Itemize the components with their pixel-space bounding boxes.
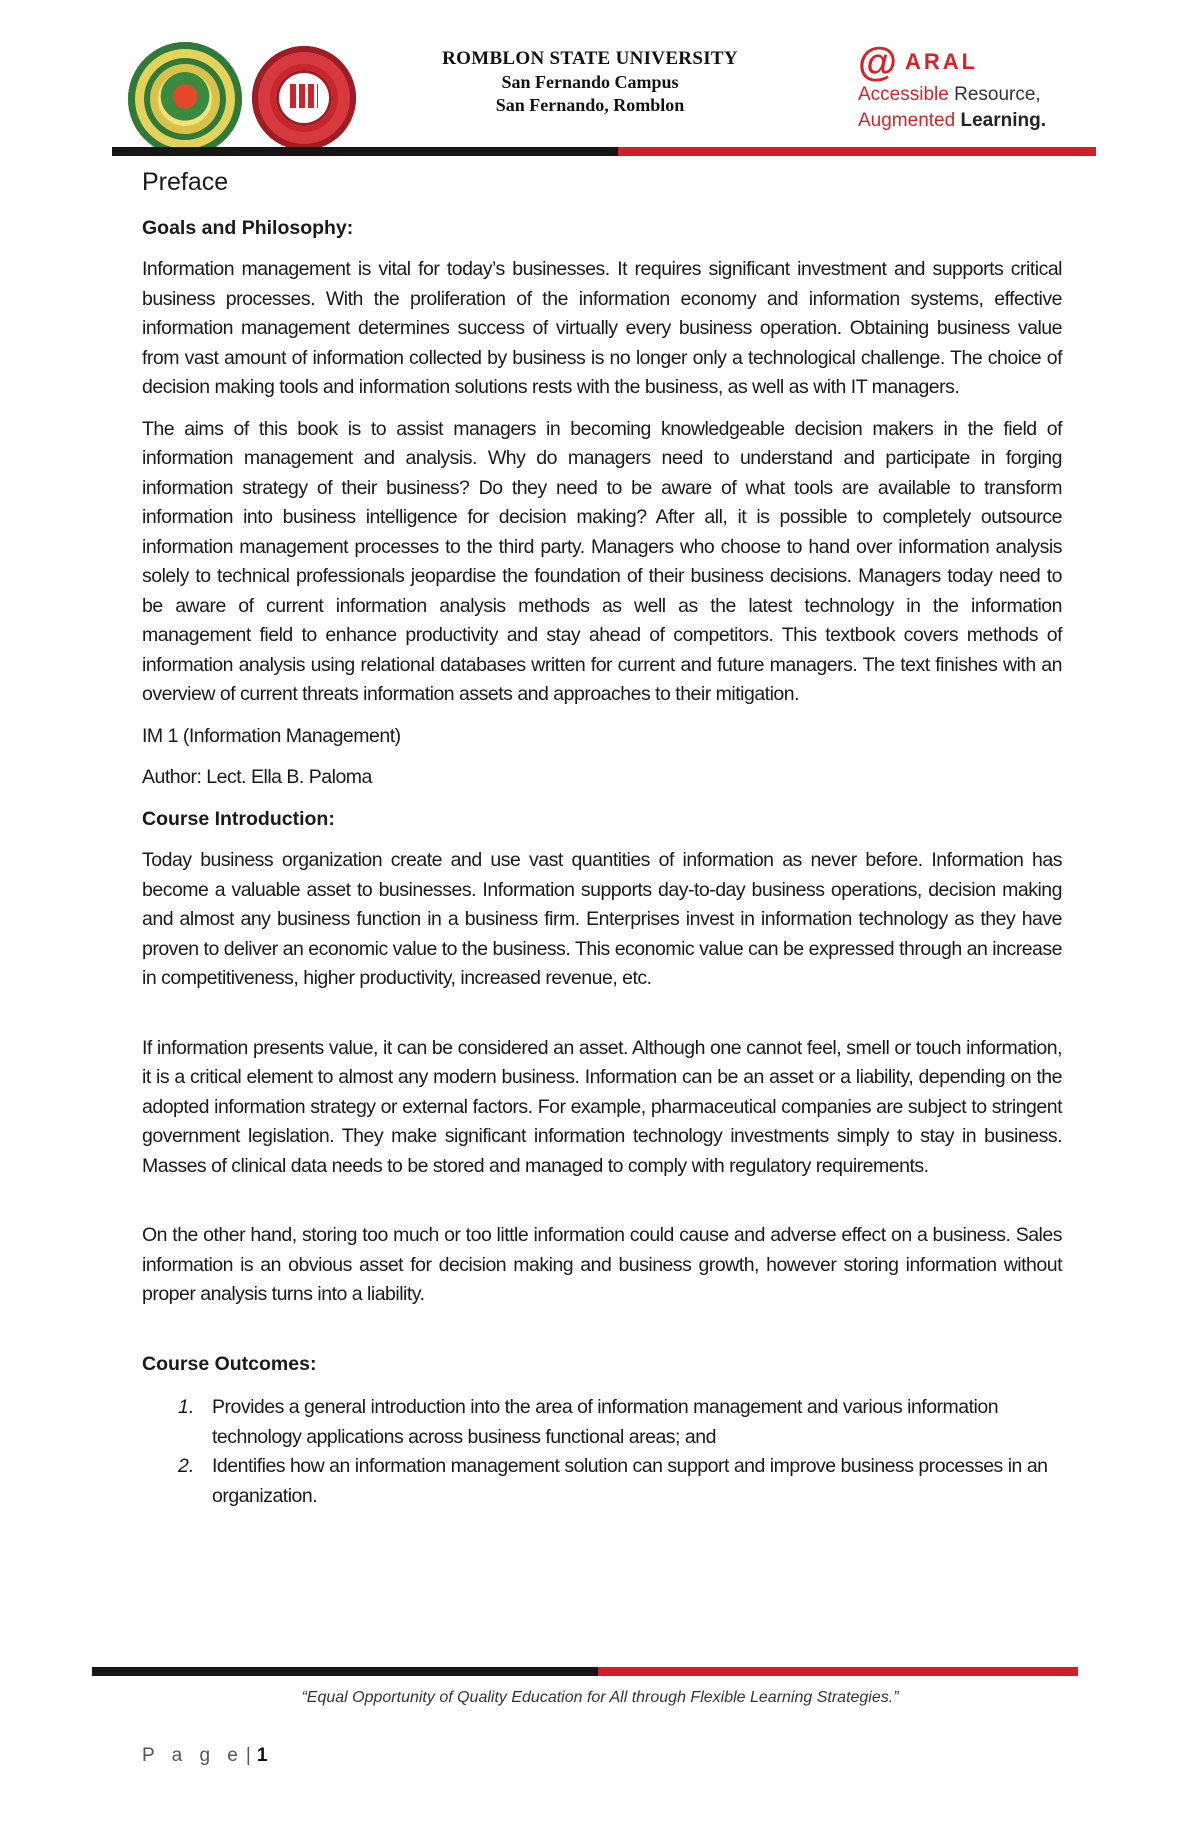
aral-tagline-line2: Augmented Learning.	[858, 110, 1046, 131]
campus-location: San Fernando, Romblon	[495, 95, 685, 115]
page-label: P a g e	[142, 1745, 244, 1766]
goals-paragraph: Information management is vital for today’s businesses. It requires significant investment and supports critical business processes. With the proliferation of the information economy and information systems, effective information management determines success of virtually every business operation. Obtaining business value from vast amount of information collected by business is no longer only a technological challenge. The choice of decision making tools and information solutions rests with the business, as well as with IT managers.	[142, 258, 1062, 398]
footer-divider	[92, 1667, 1078, 1676]
page-header	[0, 0, 1200, 160]
list-item	[178, 1452, 1062, 1511]
goals-paragraph: The aims of this book is to assist managers in becoming knowledgeable decision makers in the field of information management and analysis. Why do managers need to understand and participate in forging information strategy of their business? Do they need to be aware of what tools are available to transform information into business intelligence for decision making? After all, it is possible to completely outsource information management processes to the third party. Managers who choose to hand over information analysis solely to technical professionals jeopardise the foundation of their business decisions. Managers today need to be aware of current information analysis methods as well as the latest technology in the information management field to enhance productivity and stay ahead of competitors. This textbook covers methods of information analysis using relational databases written for current and future managers. The text finishes with an overview of current threats information assets and approaches to their mitigation.	[142, 417, 1062, 705]
intro-paragraph: Today business organization create and use vast quantities of information as never before. Information has become a valuable asset to businesses. Information supports day-to-day business operations, decision making and almost any business function in a business firm. Enterprises invest in information technology as they have proven to deliver an economic value to the business. This economic value can be expressed through an increase in competitiveness, higher productivity, increased revenue, etc.	[142, 849, 1062, 989]
intro-heading: Course Introduction:	[142, 807, 335, 830]
list-item	[178, 1393, 1062, 1452]
page-title: Preface	[142, 168, 229, 196]
course-code: IM 1 (Information Management)	[142, 724, 401, 747]
university-header	[390, 48, 790, 116]
university-name: ROMBLON STATE UNIVERSITY	[442, 48, 738, 69]
page-separator: |	[245, 1745, 251, 1766]
aral-logo-word: ARAL	[905, 49, 979, 74]
outcomes-list	[142, 1393, 1062, 1511]
technology-education-department-seal	[252, 46, 356, 150]
intro-paragraph: If information presents value, it can be considered an asset. Although one cannot feel, smell or touch information, it is a critical element to almost any modern business. Information can be an asset or a liability, depending on the adopted information strategy or external factors. For example, pharmaceutical companies are subject to stringent government legislation. They make significant information technology investments simply to stay in business. Masses of clinical data needs to be stored and managed to comply with regulatory requirements.	[142, 1036, 1062, 1177]
header-divider	[112, 147, 1096, 156]
list-item-text: Identifies how an information management solution can support and improve business processes in an organization.	[212, 1455, 1048, 1507]
list-item-number: 2.	[178, 1455, 195, 1477]
intro-paragraph: On the other hand, storing too much or too little information could cause and adverse effect on a business. Sales information is an obvious asset for decision making and business growth, however storing information without proper analysis turns into a liability.	[142, 1224, 1062, 1305]
at-sign-icon: @	[858, 40, 898, 84]
preface-content	[142, 168, 1062, 1511]
goals-heading: Goals and Philosophy:	[142, 216, 354, 239]
page-number: 1	[256, 1745, 268, 1766]
aral-logo	[858, 42, 1118, 134]
list-item-text: Provides a general introduction into the area of information management and various information technology applications across business functional areas; and	[212, 1396, 999, 1448]
aral-tagline-line1: Accessible Resource,	[858, 84, 1041, 105]
campus-name: San Fernando Campus	[501, 72, 679, 92]
outcomes-heading: Course Outcomes:	[142, 1352, 317, 1375]
romblon-state-university-seal	[128, 42, 242, 156]
footer-motto: “Equal Opportunity of Quality Education for All through Flexible Learning Strategies.”	[301, 1689, 899, 1706]
page-number-footer	[142, 1745, 267, 1767]
list-item-number: 1.	[178, 1396, 195, 1418]
author-line: Author: Lect. Ella B. Paloma	[142, 766, 372, 788]
